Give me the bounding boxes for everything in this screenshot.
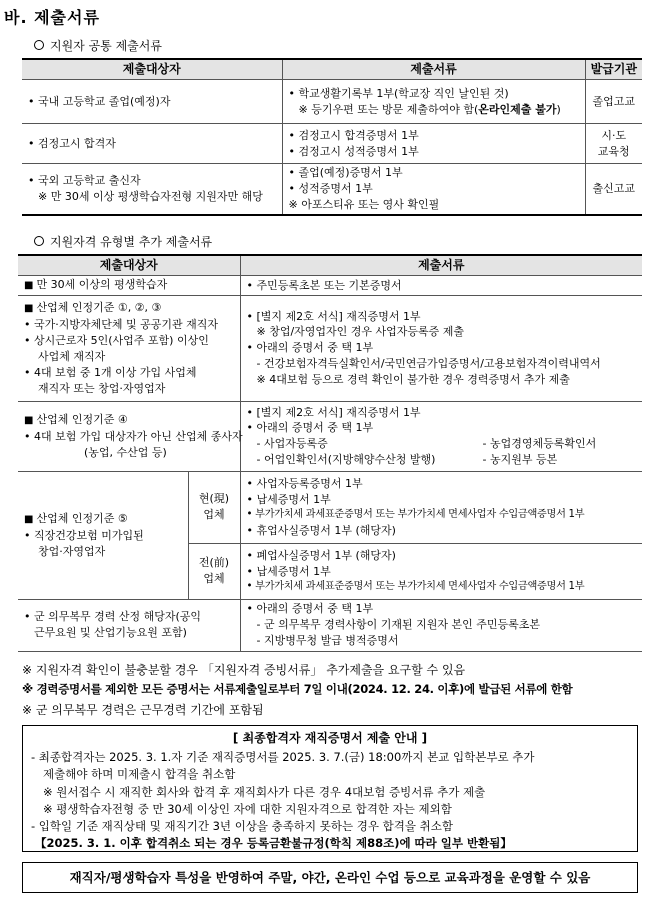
table-row	[22, 164, 642, 215]
row-target: ■ 산업체 인정기준 ④ • 4대 보험 가입 대상자가 아닌 산업체 종사자 (농업, 수산업 등)	[18, 401, 240, 471]
footer-banner: 재직자/평생학습자 특성을 반영하여 주말, 야간, 온라인 수업 등으로 교육과정을 운영할 수 있음	[22, 862, 638, 893]
row-target: ■ 산업체 인정기준 ⑤ • 직장건강보험 미가입된 창업·자영업자	[18, 471, 188, 599]
final-applicant-notice	[22, 725, 638, 852]
row-docs: • 아래의 증명서 중 택 1부 - 군 의무복무 경력사항이 기재된 지원자 본인 주민등록초본 - 지방병무청 발급 병적증명서	[240, 599, 642, 651]
current-business-label: 현(現) 업체	[188, 471, 240, 543]
notice-title: [ 최종합격자 재직증명서 제출 안내 ]	[232, 731, 428, 745]
row-target: ■ 만 30세 이상의 평생학습자	[18, 276, 240, 296]
notice-line: - 최종합격자는 2025. 3. 1.자 기준 재직증명서를 2025. 3. 7.(금) 18:00까지 본교 입학본부로 추가	[31, 750, 535, 764]
row-issuer: 출신고교	[585, 164, 642, 215]
row-docs: • 폐업사실증명서 1부 (해당자) • 납세증명서 1부 • 부가가치세 과세표준증명서 또는 부가가치세 면세사업자 수입금액증명서 1부	[240, 543, 642, 599]
table-row	[18, 471, 642, 543]
row-docs: • 주민등록초본 또는 기본증명서	[240, 276, 642, 296]
row-target: • 국내 고등학교 졸업(예정)자	[22, 80, 282, 124]
table-row	[18, 401, 642, 471]
header-target: 제출대상자	[22, 59, 282, 80]
row-issuer: 시·도 교육청	[585, 124, 642, 164]
extra-docs-heading: 지원자격 유형별 추가 제출서류	[34, 234, 212, 251]
row-docs: • [별지 제2호 서식] 재직증명서 1부 • 아래의 증명서 중 택 1부 - 사업자등록증 - 농업경영체등록확인서 - 어업인확인서(지방해양수산청 발행) - 농지원부 등본	[240, 401, 642, 471]
row-target: • 군 의무복무 경력 산정 해당자(공익 근무요원 및 산업기능요원 포함)	[18, 599, 240, 651]
table-row	[18, 276, 642, 296]
square-bullet-icon: ■	[24, 415, 34, 427]
table-header-row	[22, 59, 642, 80]
extra-docs-table	[18, 254, 642, 652]
table-row	[18, 295, 642, 401]
table-row	[22, 80, 642, 124]
row-docs: • 졸업(예정)증명서 1부 • 성적증명서 1부 ※ 아포스티유 또는 영사 확인필	[282, 164, 585, 215]
table-row	[22, 124, 642, 164]
notice-line: - 입학일 기준 재직상태 및 재직기간 3년 이상을 충족하지 못하는 경우 합격을 취소함	[31, 819, 453, 833]
note-item: ※ 군 의무복무 경력은 근무경력 기간에 포함됨	[22, 702, 264, 717]
common-docs-table	[22, 58, 642, 216]
square-bullet-icon: ■	[24, 514, 34, 526]
notice-line: 【2025. 3. 1. 이후 합격취소 되는 경우 등록금환불규정(학칙 제88조)에 따라 일부 반환됨】	[35, 836, 512, 851]
table-header-row	[18, 255, 642, 276]
section-title: 바. 제출서류	[4, 8, 100, 27]
table-row	[18, 599, 642, 651]
notice-line: ※ 평생학습자전형 중 만 30세 이상인 자에 대한 지원자격으로 합격한 자는 제외함	[43, 801, 452, 816]
row-docs: • 사업자등록증명서 1부 • 납세증명서 1부 • 부가가치세 과세표준증명서 또는 부가가치세 면세사업자 수입금액증명서 1부 • 휴업사실증명서 1부 (해당자)	[240, 471, 642, 543]
square-bullet-icon: ■	[24, 303, 34, 315]
header-docs: 제출서류	[240, 255, 642, 276]
row-issuer: 졸업고교	[585, 80, 642, 124]
header-target: 제출대상자	[18, 255, 240, 276]
row-target: • 국외 고등학교 출신자 ※ 만 30세 이상 평생학습자전형 지원자만 해당	[22, 164, 282, 215]
common-docs-heading: 지원자 공통 제출서류	[34, 38, 162, 55]
row-docs: • 검정고시 합격증명서 1부 • 검정고시 성적증명서 1부	[282, 124, 585, 164]
notice-line: 제출해야 하며 미제출시 합격을 취소함	[43, 767, 236, 782]
row-docs: • [별지 제2호 서식] 재직증명서 1부 ※ 창업/자영업자인 경우 사업자등록증 제출 • 아래의 증명서 중 택 1부 - 건강보험자격득실확인서/국민연금가입증명서/고용보험자격이력내역서 ※ 4대보험 등으로 경력 확인이 불가한 경우 경력증명서 추가 제출	[240, 295, 642, 401]
row-target: • 검정고시 합격자	[22, 124, 282, 164]
note-item: ※ 지원자격 확인이 불충분할 경우 「지원자격 증빙서류」 추가제출을 요구할 수 있음	[22, 663, 466, 677]
square-bullet-icon: ■	[24, 280, 34, 292]
note-item: ※ 경력증명서를 제외한 모든 증명서는 서류제출일로부터 7일 이내(2024. 12. 24. 이후)에 발급된 서류에 한함	[22, 682, 573, 697]
circle-bullet-icon	[34, 236, 44, 246]
header-issuer: 발급기관	[585, 59, 642, 80]
row-target: ■ 산업체 인정기준 ①, ②, ③ • 국가·지방자체단체 및 공공기관 재직자 • 상시근로자 5인(사업주 포함) 이상인 사업체 재직자 • 4대 보험 중 1개 이상 가입 사업체 재직자 또는 창업·자영업자	[18, 295, 240, 401]
row-docs: • 학교생활기록부 1부(학교장 직인 날인된 것) ※ 등기우편 또는 방문 제출하여야 함(온라인제출 불가)	[282, 80, 585, 124]
notes	[22, 660, 642, 720]
circle-bullet-icon	[34, 40, 44, 50]
notice-line: ※ 원서접수 시 재직한 회사와 합격 후 재직회사가 다른 경우 4대보험 증빙서류 추가 제출	[43, 784, 486, 799]
header-docs: 제출서류	[282, 59, 585, 80]
former-business-label: 전(前) 업체	[188, 543, 240, 599]
